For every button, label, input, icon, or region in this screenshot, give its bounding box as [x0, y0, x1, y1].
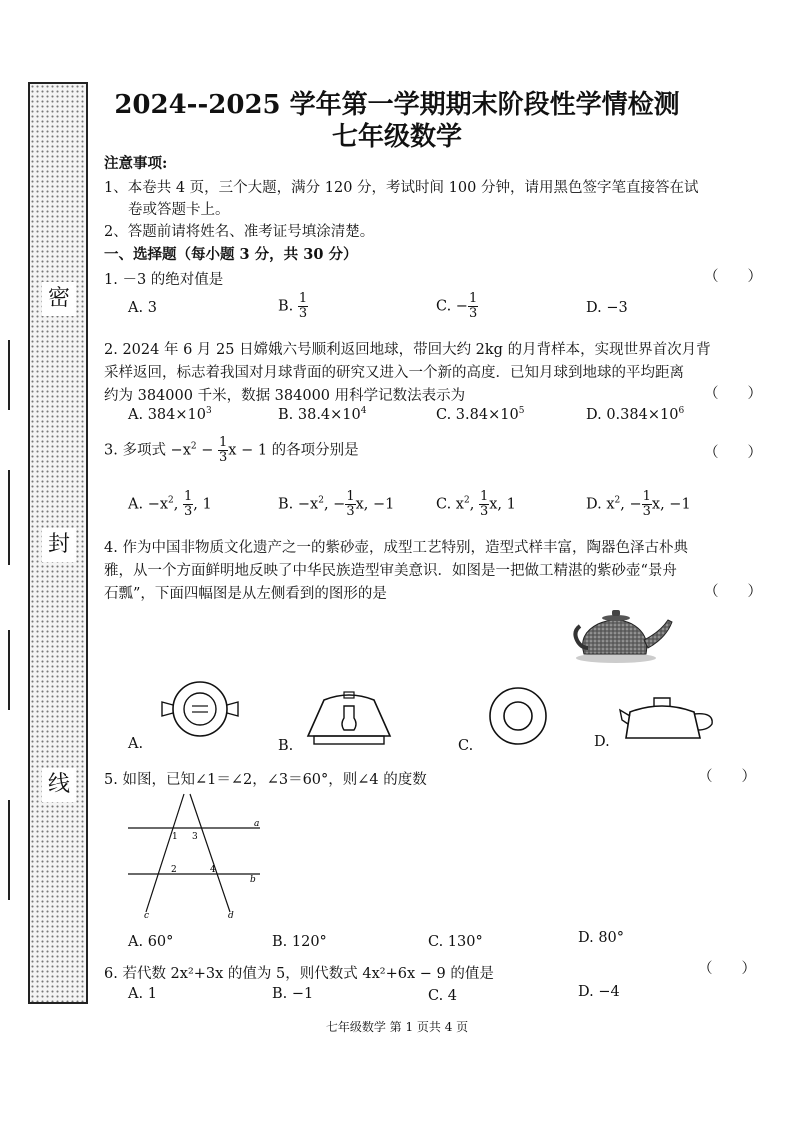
option-a: A. 1: [128, 986, 157, 1002]
binding-line: [8, 630, 10, 710]
option-b: B. $\frac{1}{3}$: [278, 291, 308, 321]
question-stem: 采样返回，标志着我国对月球背面的研究又进入一个新的高度．已知月球到地球的平均距离: [104, 365, 684, 381]
answer-paren: （ ）: [704, 269, 762, 285]
option-d: D. −3: [586, 300, 628, 316]
option-a: A.: [128, 736, 144, 752]
option-b: B. 120°: [272, 934, 327, 950]
question-stem: 2. 2024 年 6 月 25 日嫦娥六号顺利返回地球，带回大约 2kg 的月背样本，实现世界首次月背: [104, 342, 711, 358]
page-title: 2024--2025 学年第一学期期末阶段性学情检测: [114, 90, 680, 120]
option-a: A. $384\times 10^3$: [128, 406, 212, 423]
binding-line: [8, 340, 10, 410]
line-label-d: d: [228, 911, 234, 920]
option-b: B. −1: [272, 986, 314, 1002]
option-d: D. −4: [578, 984, 620, 1000]
angle-label-3: 3: [192, 832, 198, 842]
answer-paren: （ ）: [704, 386, 762, 402]
page-footer: 七年级数学 第 1 页共 4 页: [325, 1020, 469, 1034]
option-a: A. $-x^2$, $\frac{1}{3}$ , 1: [128, 489, 212, 519]
answer-paren: （ ）: [704, 445, 762, 461]
option-b: B.: [278, 738, 294, 754]
answer-paren: （ ）: [704, 584, 762, 600]
option-a: A. 3: [128, 300, 157, 316]
section-heading: 一、选择题（每小题 3 分，共 30 分）: [104, 246, 358, 263]
option-a: A. 60°: [128, 934, 174, 950]
angle-label-1: 1: [172, 832, 178, 842]
q4-option-a-figure: [160, 678, 240, 740]
option-d: D. $0.384\times 10^6$: [586, 406, 685, 423]
seal-char-xian: 线: [42, 768, 76, 802]
answer-paren: （ ）: [698, 961, 756, 977]
question-stem: 4. 作为中国非物质文化遗产之一的紫砂壶，成型工艺特别，造型式样丰富，陶器色泽古朴典: [104, 540, 688, 556]
page-subtitle: 七年级数学: [331, 122, 462, 152]
angle-label-2: 2: [171, 865, 177, 875]
q4-option-d-figure: [618, 690, 718, 746]
option-d: D. $x^2$, − $\frac{1}{3}$ x, −1: [586, 489, 691, 519]
option-c: C. $x^2$, $\frac{1}{3}$ x, 1: [436, 489, 516, 519]
q5-geometry-figure: [124, 788, 264, 920]
notes-item: 卷或答题卡上。: [128, 202, 230, 218]
line-label-a: a: [254, 819, 260, 829]
binding-line: [8, 470, 10, 565]
option-b: B. $-x^2$, − $\frac{1}{3}$ x, −1: [278, 489, 395, 519]
binding-line: [8, 800, 10, 900]
question-stem: 5. 如图，已知∠1＝∠2，∠3＝60°，则∠4 的度数: [104, 772, 427, 788]
option-d: D. 80°: [578, 930, 625, 946]
option-c: C. 4: [428, 988, 458, 1004]
option-c: C. 130°: [428, 934, 483, 950]
seal-char-mi: 密: [42, 282, 76, 316]
notes-heading: 注意事项:: [104, 155, 168, 172]
answer-paren: （ ）: [698, 769, 756, 785]
question-stem: 3. 多项式 $-x^2$ − $\frac{1}{3}$ x − 1 的各项分别是: [104, 435, 359, 465]
question-stem: 6. 若代数 2x²+3x 的值为 5，则代数式 4x²+6x − 9 的值是: [104, 966, 494, 982]
option-d: D.: [594, 734, 610, 750]
line-label-b: b: [250, 875, 256, 885]
option-c: C.: [458, 738, 474, 754]
option-b: B. $38.4\times 10^4$: [278, 406, 367, 423]
question-stem: 约为 384000 千米，数据 384000 用科学记数法表示为: [104, 388, 466, 404]
question-stem: 石瓢”，下面四幅图是从左侧看到的图形的是: [104, 586, 387, 602]
notes-item: 2、答题前请将姓名、准考证号填涂清楚。: [104, 224, 375, 240]
line-label-c: c: [144, 911, 150, 920]
option-c: C. $3.84\times 10^5$: [436, 406, 525, 423]
notes-item: 1、本卷共 4 页，三个大题，满分 120 分，考试时间 100 分钟，请用黑色签字笔直接答在试: [104, 180, 699, 196]
seal-char-feng: 封: [42, 528, 76, 562]
teapot-photo: [570, 604, 676, 666]
q4-option-c-figure: [486, 686, 550, 746]
question-stem: 雅，从一个方面鲜明地反映了中华民族造型审美意识．如图是一把做工精湛的紫砂壶“景舟: [104, 563, 677, 579]
option-c: C. − $\frac{1}{3}$: [436, 291, 478, 321]
angle-label-4: 4: [210, 865, 216, 875]
question-stem: 1. －3 的绝对值是: [104, 272, 224, 288]
q4-option-b-figure: [304, 688, 394, 750]
